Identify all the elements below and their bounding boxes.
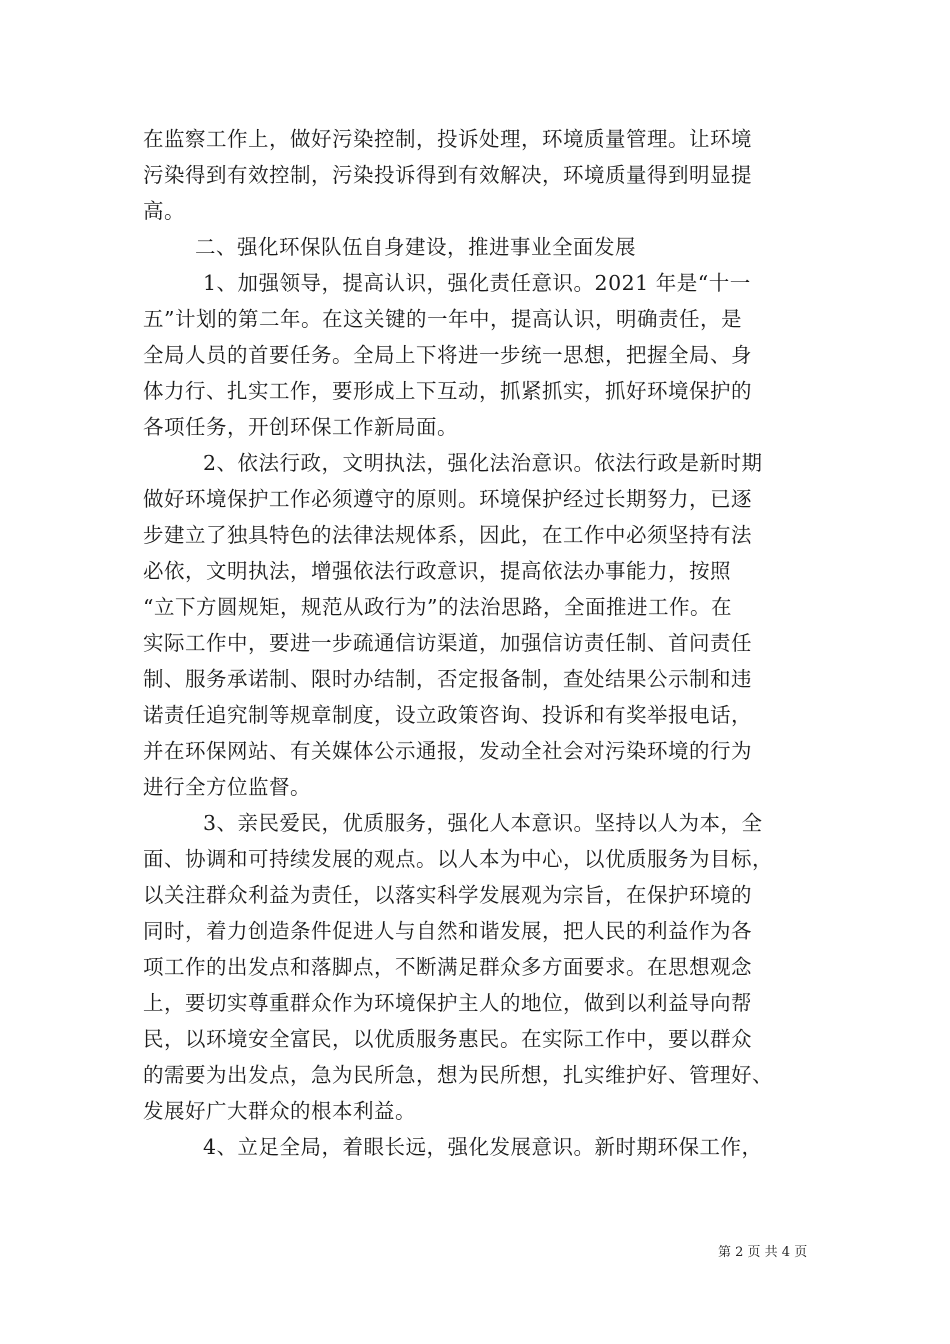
text-line: 1、加强领导，提高认识，强化责任意识。2021 年是“十一 [203, 271, 751, 295]
text-line: 高。 [143, 199, 185, 223]
text-line: 以关注群众利益为责任，以落实科学发展观为宗旨，在保护环境的 [143, 883, 752, 907]
page-number-footer: 第 2 页 共 4 页 [718, 1245, 808, 1260]
text-line: “立下方圆规矩，规范从政行为”的法治思路，全面推进工作。在 [143, 595, 732, 619]
section-heading: 二、强化环保队伍自身建设，推进事业全面发展 [195, 235, 636, 259]
text-line: 面、协调和可持续发展的观点。以人本为中心，以优质服务为目标， [143, 847, 773, 871]
text-line: 诺责任追究制等规章制度，设立政策咨询、投诉和有奖举报电话， [143, 703, 752, 727]
text-line: 全局人员的首要任务。全局上下将进一步统一思想，把握全局、身 [143, 343, 752, 367]
text-line: 实际工作中，要进一步疏通信访渠道，加强信访责任制、首问责任 [143, 631, 752, 655]
text-line: 制、服务承诺制、限时办结制，否定报备制，查处结果公示制和违 [143, 667, 752, 691]
text-line: 进行全方位监督。 [143, 775, 311, 799]
text-line: 4、立足全局，着眼长远，强化发展意识。新时期环保工作， [203, 1135, 763, 1159]
text-line: 2、依法行政，文明执法，强化法治意识。依法行政是新时期 [203, 451, 763, 475]
text-line: 民，以环境安全富民，以优质服务惠民。在实际工作中，要以群众 [143, 1027, 752, 1051]
text-line: 的需要为出发点，急为民所急，想为民所想，扎实维护好、管理好、 [143, 1063, 773, 1087]
text-line: 发展好广大群众的根本利益。 [143, 1099, 416, 1123]
text-line: 做好环境保护工作必须遵守的原则。环境保护经过长期努力，已逐 [143, 487, 752, 511]
text-line: 同时，着力创造条件促进人与自然和谐发展，把人民的利益作为各 [143, 919, 752, 943]
text-line: 并在环保网站、有关媒体公示通报，发动全社会对污染环境的行为 [143, 739, 752, 763]
text-line: 必依，文明执法，增强依法行政意识，提高依法办事能力，按照 [143, 559, 731, 583]
text-line: 污染得到有效控制，污染投诉得到有效解决，环境质量得到明显提 [143, 163, 752, 187]
text-line: 在监察工作上，做好污染控制，投诉处理，环境质量管理。让环境 [143, 127, 752, 151]
text-line: 体力行、扎实工作，要形成上下互动，抓紧抓实，抓好环境保护的 [143, 379, 752, 403]
text-line: 五”计划的第二年。在这关键的一年中，提高认识，明确责任，是 [143, 307, 742, 331]
text-line: 各项任务，开创环保工作新局面。 [143, 415, 458, 439]
text-line: 步建立了独具特色的法律法规体系，因此，在工作中必须坚持有法 [143, 523, 752, 547]
text-line: 3、亲民爱民，优质服务，强化人本意识。坚持以人为本，全 [203, 811, 763, 835]
text-line: 上，要切实尊重群众作为环境保护主人的地位，做到以利益导向帮 [143, 991, 752, 1015]
text-line: 项工作的出发点和落脚点，不断满足群众多方面要求。在思想观念 [143, 955, 752, 979]
